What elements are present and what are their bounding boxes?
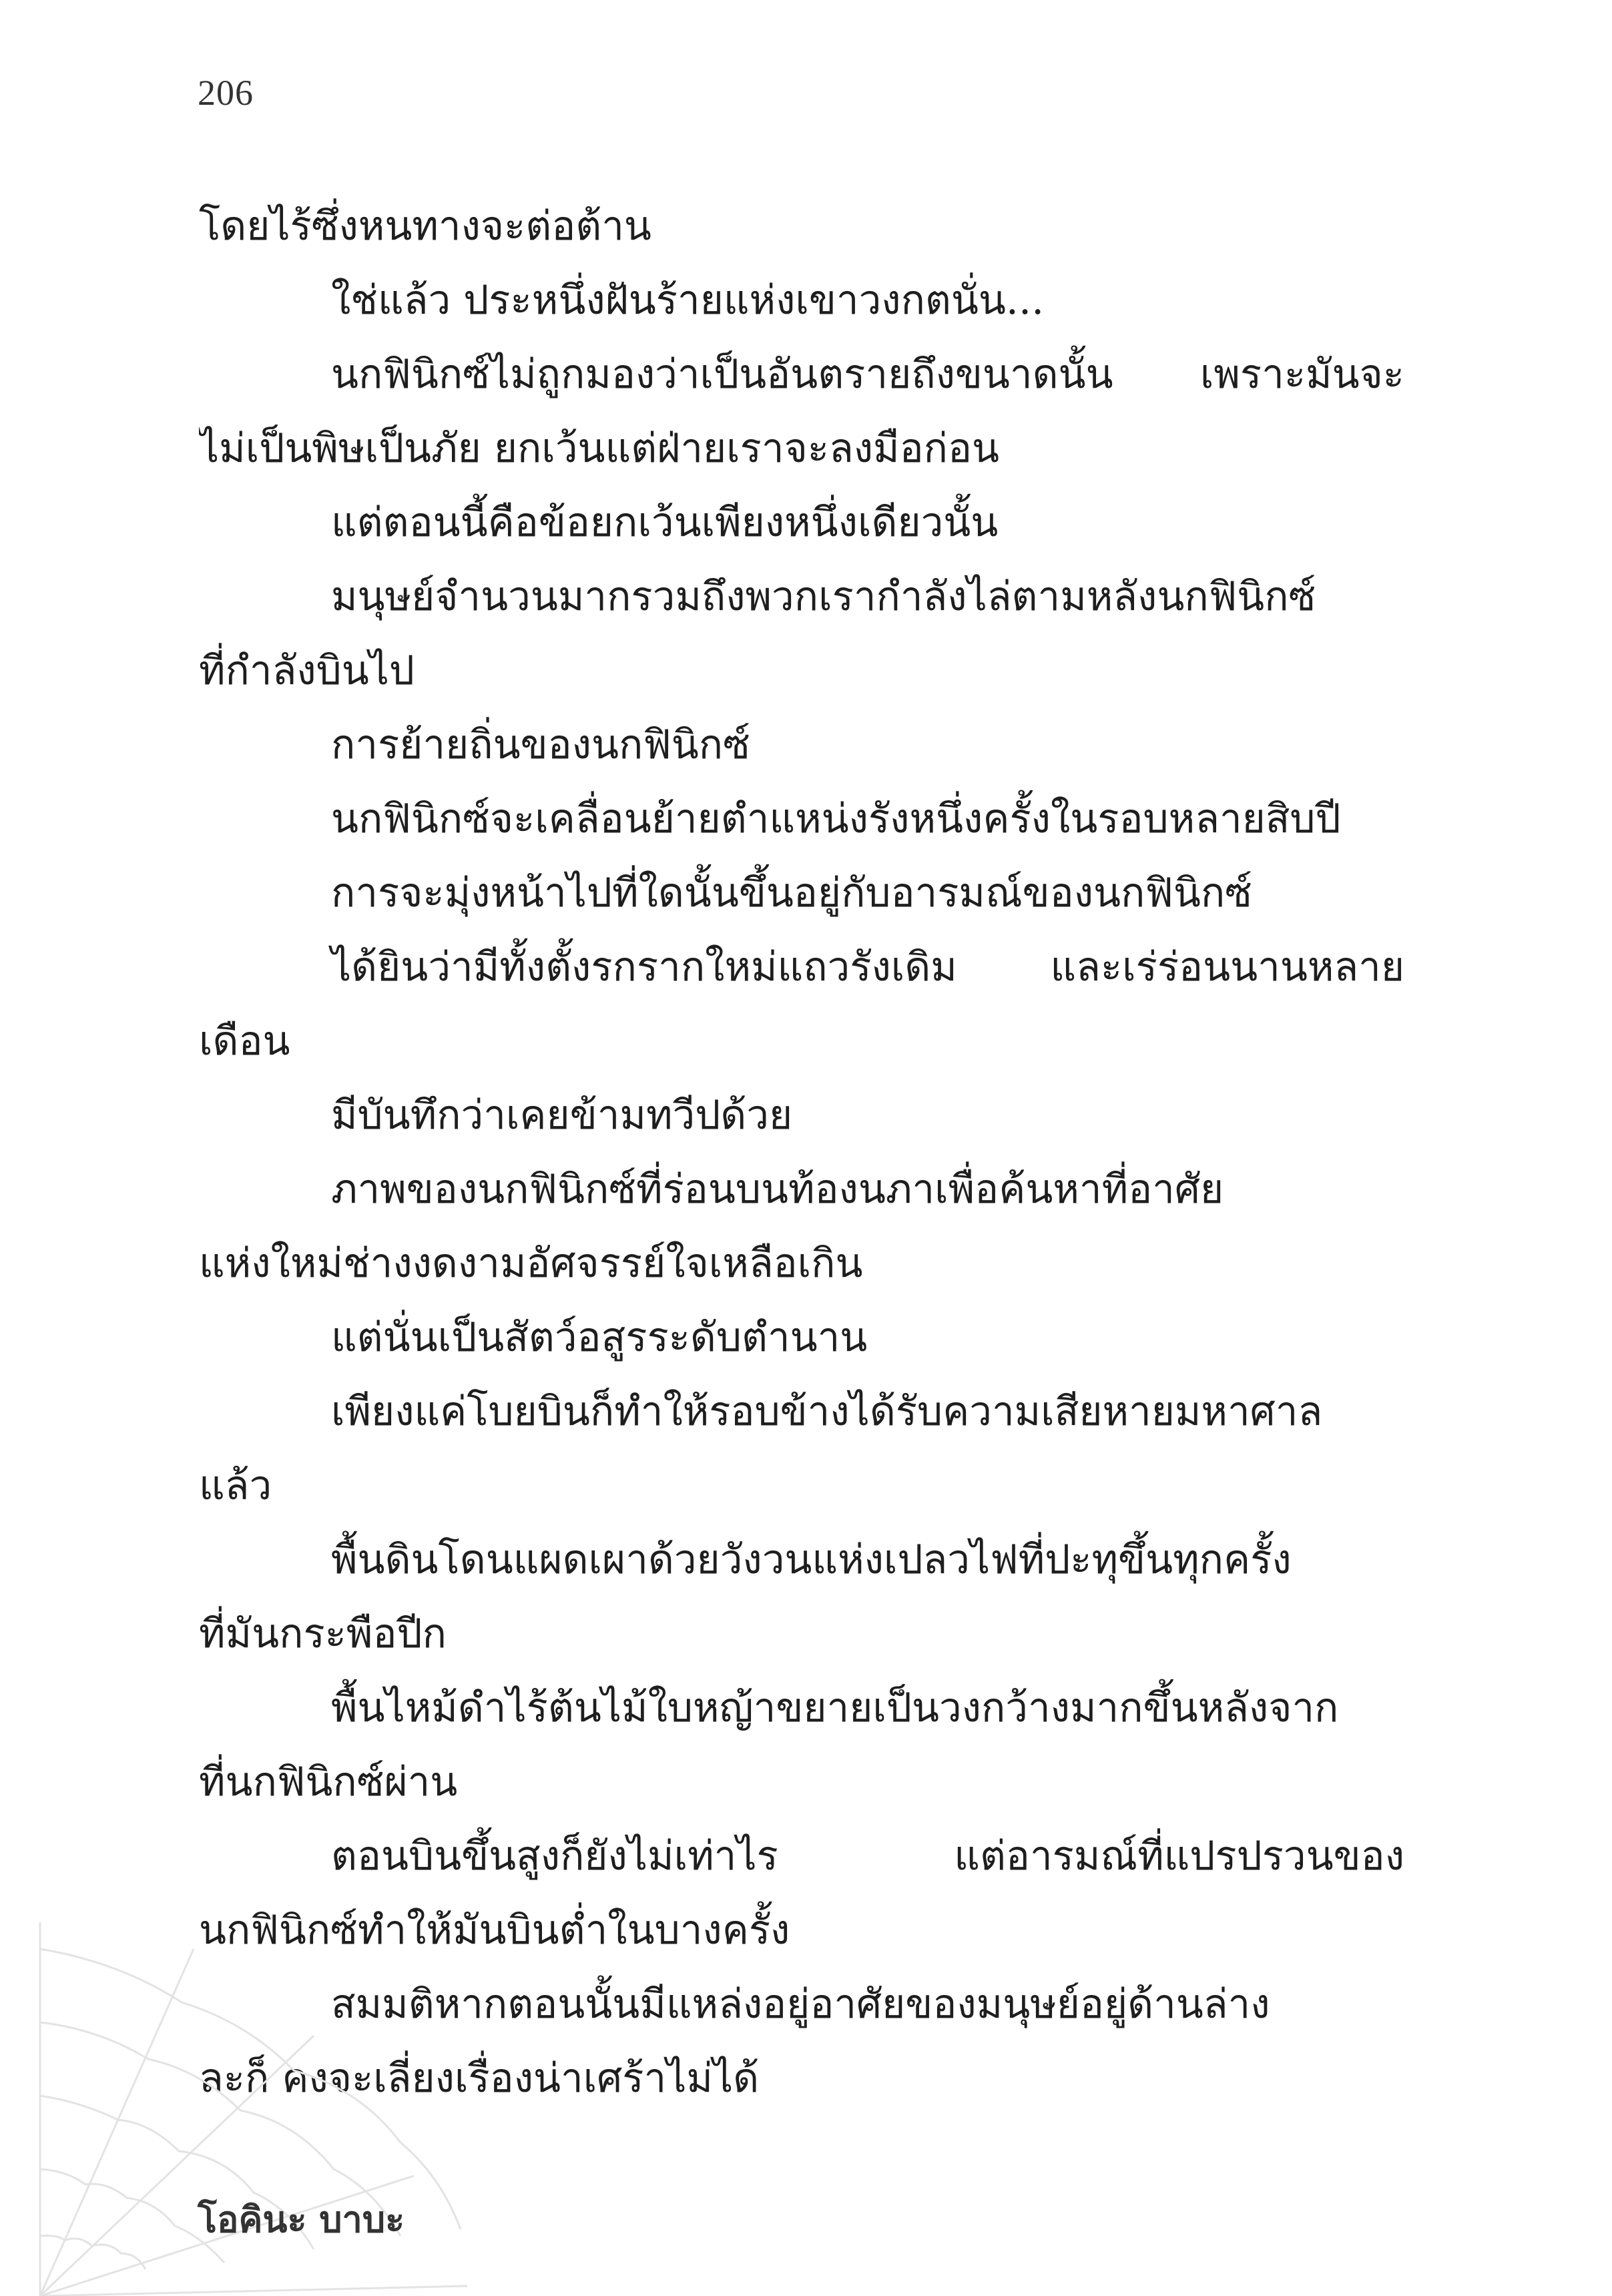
text-line: นกฟินิกซ์ทำให้มันบินต่ำในบางครั้ง: [199, 1907, 790, 1954]
text-line: แห่งใหม่ช่างงดงามอัศจรรย์ใจเหลือเกิน: [199, 1240, 863, 1287]
text-line: แต่ตอนนี้คือข้อยกเว้นเพียงหนึ่งเดียวนั้น: [331, 499, 999, 546]
text-line: เพียงแค่โบยบินก็ทำให้รอบข้างได้รับความเสียหายมหาศาล: [331, 1388, 1323, 1435]
text-line: แต่นั่นเป็นสัตว์อสูรระดับตำนาน: [331, 1314, 868, 1361]
author-name: โอคินะ บาบะ: [198, 2199, 405, 2241]
text-line: โดยไร้ซึ่งหนทางจะต่อต้าน: [199, 203, 651, 250]
text-line: แล้ว: [199, 1462, 272, 1509]
text-line: ไม่เป็นพิษเป็นภัย ยกเว้นแต่ฝ่ายเราจะลงมือก่อน: [199, 425, 1000, 472]
text-line: ภาพของนกฟินิกซ์ที่ร่อนบนท้องนภาเพื่อค้นหาที่อาศัย: [331, 1166, 1224, 1213]
text-line: มนุษย์จำนวนมากรวมถึงพวกเรากำลังไล่ตามหลังนกฟินิกซ์: [331, 573, 1316, 620]
text-line: สมมติหากตอนนั้นมีแหล่งอยู่อาศัยของมนุษย์อยู่ด้านล่าง: [331, 1981, 1270, 2028]
text-line: ที่กำลังบินไป: [199, 647, 415, 694]
text-line: ตอนบินขึ้นสูงก็ยังไม่เท่าไร แต่อารมณ์ที่แปรปรวนของ: [331, 1833, 1404, 1880]
text-line: พื้นไหม้ดำไร้ต้นไม้ใบหญ้าขยายเป็นวงกว้างมากขึ้นหลังจาก: [331, 1685, 1339, 1731]
text-line: ที่นกฟินิกซ์ผ่าน: [199, 1759, 458, 1805]
text-line: นกฟินิกซ์ไม่ถูกมองว่าเป็นอันตรายถึงขนาดนั้น เพราะมันจะ: [331, 351, 1404, 398]
text-line: พื้นดินโดนแผดเผาด้วยวังวนแห่งเปลวไฟที่ปะทุขึ้นทุกครั้ง: [331, 1536, 1292, 1583]
text-line: ใช่แล้ว ประหนึ่งฝันร้ายแห่งเขาวงกตนั่น...: [331, 277, 1045, 324]
text-line: เดือน: [199, 1018, 290, 1065]
body-text: [199, 190, 1404, 2116]
text-line: ได้ยินว่ามีทั้งตั้งรกรากใหม่แถวรังเดิม และเร่ร่อนนานหลาย: [331, 944, 1404, 990]
text-line: การจะมุ่งหน้าไปที่ใดนั้นขึ้นอยู่กับอารมณ์ของนกฟินิกซ์: [331, 870, 1252, 916]
text-line: ละก็ คงจะเลี่ยงเรื่องน่าเศร้าไม่ได้: [199, 2055, 760, 2102]
text-line: นกฟินิกซ์จะเคลื่อนย้ายตำแหน่งรังหนึ่งครั้งในรอบหลายสิบปี: [331, 796, 1341, 842]
text-line: การย้ายถิ่นของนกฟินิกซ์: [331, 722, 750, 768]
page-number: 206: [198, 73, 254, 113]
text-line: มีบันทึกว่าเคยข้ามทวีปด้วย: [331, 1092, 793, 1139]
text-line: ที่มันกระพือปีก: [199, 1611, 447, 1657]
